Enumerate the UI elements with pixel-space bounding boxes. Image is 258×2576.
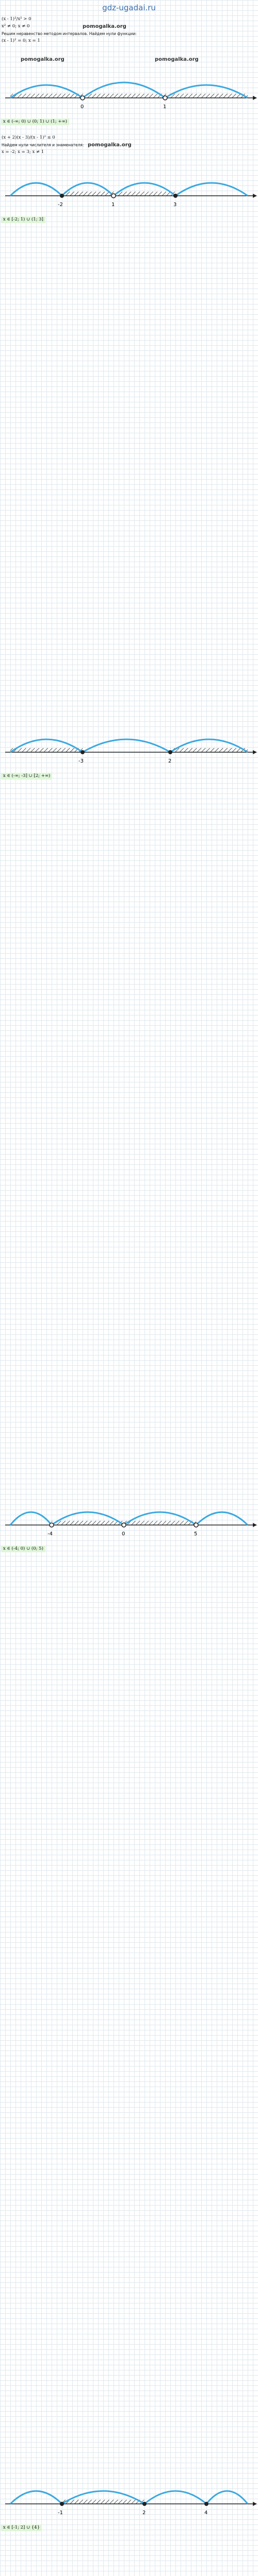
svg-text:1: 1 xyxy=(111,202,115,208)
answer-box: x ∈ (-∞; 0) ∪ (0; 1) ∪ (1; +∞) xyxy=(1,118,69,125)
watermark: pomogalka.org xyxy=(155,57,199,62)
answer-box: x ∈ (-∞; -3] ∪ [2; +∞) xyxy=(1,773,52,779)
axis-arrow xyxy=(253,96,257,100)
svg-text:2: 2 xyxy=(142,2510,146,2516)
answer-box: x ∈ [-1; 2] ∪ {4} xyxy=(1,2524,42,2531)
open-point xyxy=(163,96,167,100)
watermark: pomogalka.org xyxy=(88,142,132,148)
point-label: 1 xyxy=(163,104,167,110)
number-line-3 xyxy=(0,721,258,768)
math-line: (x - 1)² = 0; x = 1 xyxy=(2,38,40,43)
watermark: pomogalka.org xyxy=(83,24,126,29)
hatched-interval xyxy=(83,94,165,98)
math-line: x = -2; x = 3; x ≠ 1 xyxy=(2,149,44,155)
text-line: Решим неравенство методом интервалов. Найдем нули функции: xyxy=(2,31,137,36)
svg-text:2: 2 xyxy=(168,758,172,764)
svg-text:5: 5 xyxy=(194,1531,198,1537)
svg-text:-1: -1 xyxy=(58,2510,63,2516)
math-line: (x + 2)(x - 3)/(x - 1)² ≤ 0 xyxy=(2,135,55,140)
number-line-1 xyxy=(0,67,258,113)
site-brand[interactable]: gdz-ugadai.ru xyxy=(102,3,156,12)
point-label: 0 xyxy=(80,104,84,110)
answer-box: x ∈ (-4; 0) ∪ (0; 5) xyxy=(1,1546,45,1552)
number-line-2 xyxy=(0,165,258,211)
answer-box: x ∈ [-2; 1) ∪ (1; 3] xyxy=(1,216,45,223)
svg-text:0: 0 xyxy=(122,1531,125,1537)
open-point xyxy=(80,96,85,100)
svg-text:-2: -2 xyxy=(58,202,63,208)
watermark: pomogalka.org xyxy=(21,57,64,62)
svg-text:-3: -3 xyxy=(78,758,84,764)
text-line: Найдем нули числителя и знаменателя: xyxy=(2,143,84,147)
number-line-5 xyxy=(0,2473,258,2519)
number-line-4 xyxy=(0,1494,258,1540)
svg-text:3: 3 xyxy=(173,202,177,208)
hatched-interval xyxy=(165,94,248,98)
math-line: (x - 1)²/x² > 0 xyxy=(2,16,31,22)
svg-text:4: 4 xyxy=(204,2510,208,2516)
svg-text:-4: -4 xyxy=(47,1531,53,1537)
math-line: x² ≠ 0; x ≠ 0 xyxy=(2,24,30,29)
hatched-interval xyxy=(10,94,83,98)
